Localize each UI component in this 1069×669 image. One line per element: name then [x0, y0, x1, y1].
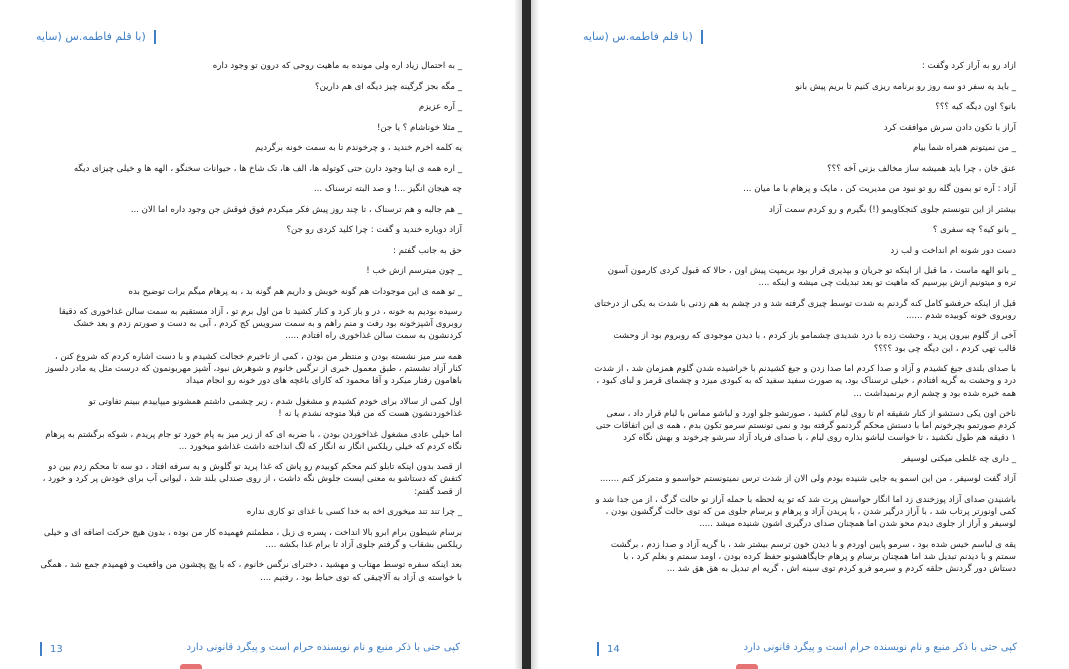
paragraph: با صدای بلندی جیغ کشیدم و آزاد و صدا کردم اما صدا زدن و جیغ کشیدنم با خراشیده شدن گلوم همزمان شد ، از شدت درد و وحشت به گریه افتادم ، خیلی ترسناک بود، یه صورت سفید سفید که به کبودی میزد و چشمای قرمز و لبای کبود ، همه خیره شده بود و چشم ازم برنمیداشت ... — [594, 364, 1016, 399]
paragraph: بانو؟ اون دیگه کیه ؟؟؟ — [935, 102, 1016, 112]
left-page — [0, 0, 522, 669]
page-fold-shadow — [531, 0, 539, 669]
paragraph: اما خیلی عادی مشغول غذاخوردن بودن ، با ضربه ای که از زیر میز به پام خورد تو جام پریدم ، شوکه برگشتم به پرهام نگاه کردم که خیلی ریلکس انگار نه انگار که لگ انداخته داشت غذاشو میخورد ... — [45, 429, 462, 452]
paragraph: آزاد دوباره خندید و گفت : چرا کلید کردی رو جن؟ — [286, 225, 462, 235]
paragraph: _ آره عزیزم — [418, 102, 462, 112]
page-body — [40, 60, 462, 592]
paragraph: _ تو همه ی این موجودات هم گونه خوبش و داریم هم گونه بد ، به پرهام میگم برات توضیح بده — [128, 286, 462, 297]
paragraph: از قصد بدون اینکه تابلو کنم محکم کوبیدم رو پاش که غذا پرید تو گلوش و به سرفه افتاد ، دو سه تا محکم زدم بین دو کتفش که دستاشو به معنی ایست جلوش نگه داشت ، از روی صندلی بلند شد ، لیوانی آب برای خودش پر کرد و خورد ، از قصد گفتم: — [42, 462, 462, 497]
footer-divider — [40, 642, 42, 656]
paragraph: رسیده بودیم به خونه ، در و باز کرد و کنار کشید تا من اول برم تو ، آزاد مستقیم به سمت سالن غذاخوری که دقیقا روبروی آشپزخونه بود رفت و منم راهم و به سمت سرویس کج کردم ، آبی به دست و صورتم زدم و بعد خشک کردنشون به سمت سالن غذاخوری راه افتادم ..... — [58, 307, 462, 342]
paragraph: بیشتر از این نتونستم جلوی کنجکاویمو (!) بگیرم و رو کردم سمت آزاد — [768, 204, 1016, 215]
paragraph: برسام شیطون برام ابرو بالا انداخت ، پسره ی زبل ، مطمئنم فهمیده کار من بوده ، بدون هیچ حرکت اضافه ای و خیلی ریلکس بشقاب و گرفتم جلوی آزاد تا برام غذا بکشه .... — [43, 527, 462, 550]
page-number: 14 — [607, 644, 620, 655]
copyright-notice: کپی حتی با ذکر منبع و نام نویسنده حرام است و پیگرد قانونی دارد — [186, 642, 460, 653]
page-header — [583, 30, 783, 44]
paragraph: عنق خان ، چرا باید همیشه ساز مخالف بزنی آخه ؟؟؟ — [827, 163, 1016, 174]
paragraph: آزاد : آره تو بمون گله رو تو نبود من مدیریت کن ، مایک و پرهام با ما میان ... — [743, 184, 1016, 194]
footer-divider — [597, 642, 599, 656]
paragraph: ازاد رو به آراز کرد وگفت : — [921, 61, 1016, 71]
paragraph: یه کلمه اخرم خندید ، و چرخوندم تا به سمت خونه برگردیم — [255, 143, 462, 153]
paragraph: آراز با تکون دادن سرش موافقت کرد — [883, 122, 1016, 133]
paragraph: _ بانو کیه؟ چه سفری ؟ — [932, 225, 1016, 235]
page-header — [36, 30, 236, 44]
bookmark-tab — [180, 664, 202, 669]
paragraph: _ به احتمال زیاد اره ولی مونده به ماهیت روحی که درون تو وجود داره — [212, 61, 462, 71]
paragraph: _ هم جالبه و هم ترسناک ، تا چند روز پیش فکر میکردم فوق فوقش جن وجود داره اما الان ... — [130, 204, 462, 215]
header-title: (با قلم فاطمه.س (سایه — [36, 30, 146, 43]
book-spine — [522, 0, 531, 669]
page-number: 13 — [50, 644, 63, 655]
paragraph: _ داری چه غلطی میکنی لوسیفر — [901, 453, 1016, 464]
bookmark-tab — [736, 664, 758, 669]
page-fold-shadow — [514, 0, 522, 669]
paragraph: اول کمی از سالاد برای خودم کشیدم و مشغول شدم ، زیر چشمی داشتم همشونو میپاییدم ببینم تفاوتی تو غذاخوردنشون هست که من قبلا متوجه نشدم یا نه ! — [88, 396, 462, 420]
right-page — [531, 0, 1069, 669]
paragraph: باشنیدن صدای آزاد پوزخندی زد اما انگار حواسش پرت شد که تو یه لحظه با حمله آراز تو حالت گرگ ، از من جدا شد و کمی اونورتر پرتاب شد ، با آراز درگیر شدن ، با پریدن آزاد و پرهام و برسام جلوی من که توی حالت گرگشون بودن ، لوسیفر و آراز از جلوی دیدم محو شدن اما همچنان صدای درگیری اشون شنیده میشد ..... — [595, 494, 1016, 530]
paragraph: _ من نمیتونم همراه شما بیام — [912, 143, 1016, 153]
paragraph: همه سر میز نشسته بودن و منتظر من بودن ، کمی از تاخیرم خجالت کشیدم و با دست اشاره کردم که شروع کنن ، کنار آزاد نشستم ، طبق معمول خبری از نرگس خانوم و شوهرش نبود، آشپز مهربونمون که درست مثل یه مادر دلسوز باهامون رفتار میکرد و آقا محمود که کارای باغچه های دور خونه رو انجام میداد — [45, 351, 462, 387]
paragraph: _ چون میترسم ازش خب ! — [366, 266, 462, 276]
paragraph: بعد اینکه سفره توسط مهتاب و مهشید ، دخترای نرگس خانوم ، که با پچ پچشون من واقعیت و فهمیدم جمع شد ، همگی با خواسته ی آزاد به آلاچیقی که توی حیاط بود ، رفتیم .... — [40, 560, 462, 583]
paragraph: ناخن اون یکی دستشو از کنار شقیقه ام تا روی لبام کشید ، صورتشو جلو اورد و لباشو مماس با لبام قرار داد ، سعی کردم صورتمو بچرخونم اما با دستش محکم گردنمو گرفته بود و نمی تونستم سرمو تکون بدم ، همه ی این اتفاقات حتی ۱ دقیقه هم طول نکشید ، تا خواست لباشو بذاره روی لبام ، با صدای فریاد آزاد سرشو چرخوند و بهش نگاه کرد — [595, 409, 1016, 444]
paragraph: _ مثلا خوناشام ؟ یا جن! — [376, 122, 462, 133]
page-number-group — [40, 642, 63, 656]
header-divider — [154, 30, 156, 44]
header-divider — [701, 30, 703, 44]
paragraph: _ بانو الهه ماست ، ما قبل از اینکه تو جریان و بپذیری قرار بود بریمپت پیش اون ، حالا که قبول کردی کارمون آسون تره و میتونیم ازش بپرسیم که ماهیت تو بعد تبدیلت چی میشه و اینکه .... — [607, 266, 1016, 289]
paragraph: حق به جانب گفتم : — [393, 245, 462, 256]
header-title: (با قلم فاطمه.س (سایه — [583, 30, 693, 43]
page-body — [594, 60, 1016, 584]
paragraph: قبل از اینکه حرفشو کامل کنه گردنم به شدت توسط چیزی گرفته شد و در چشم به هم زدنی با شدت به یکی از درختای روبروی خونه کوبیده شدم ...... — [594, 298, 1016, 321]
paragraph: _ مگه بجز گرگینه چیز دیگه ای هم دارین؟ — [315, 81, 462, 92]
paragraph: دست دور شونه ام انداخت و لب زد — [890, 245, 1016, 256]
paragraph: _ اره همه ی اینا وجود دارن حتی کوتوله ها، الف ها، تک شاخ ها ، حیوانات سخنگو ، الهه ها و خیلی چیزای دیگه — [73, 163, 462, 174]
copyright-notice: کپی حتی با ذکر منبع و نام نویسنده حرام است و پیگرد قانونی دارد — [743, 642, 1017, 653]
paragraph: _ چرا تند تند میخوری اخه به خدا کسی با غذای تو کاری نداره — [246, 507, 462, 518]
paragraph: چه هیجان انگیز ...! و صد البته ترسناک ... — [313, 184, 462, 194]
paragraph: یقه ی لباسم خیس شده بود ، سرمو پایین اوردم و با دیدن خون ترسم بیشتر شد ، با گریه آزاد و صدا زدم ، برگشت سمتم و با دیدنم تبدیل شد اما همچنان برسام و پرهام جایگاهشونو حفظ کرده بودن ، اومد سمتم و بغلم کرد ، با دستاش دور گردنش حلقه کردم و سرمو فرو کردم توی سینه اش ، گریه ام تبدیل به هق هق شد ... — [610, 539, 1016, 575]
paragraph: آزاد گفت لوسیفر ، من این اسمو یه جایی شنیده بودم ولی الان از شدت ترس نمیتونستم حواسمو و متمرکز کنم ....... — [599, 474, 1016, 485]
paragraph: آخی از گلوم بیرون پرید ، وحشت زده با درد شدیدی چشمامو باز کردم ، با دیدن موجودی که روبروم بود از وحشت قالب تهی کردم ، این دیگه چی بود ؟؟؟؟ — [613, 331, 1016, 354]
paragraph: _ باید یه سفر دو سه روز رو برنامه ریزی کنیم تا بریم پیش بانو — [795, 81, 1016, 92]
page-number-group — [597, 642, 620, 656]
